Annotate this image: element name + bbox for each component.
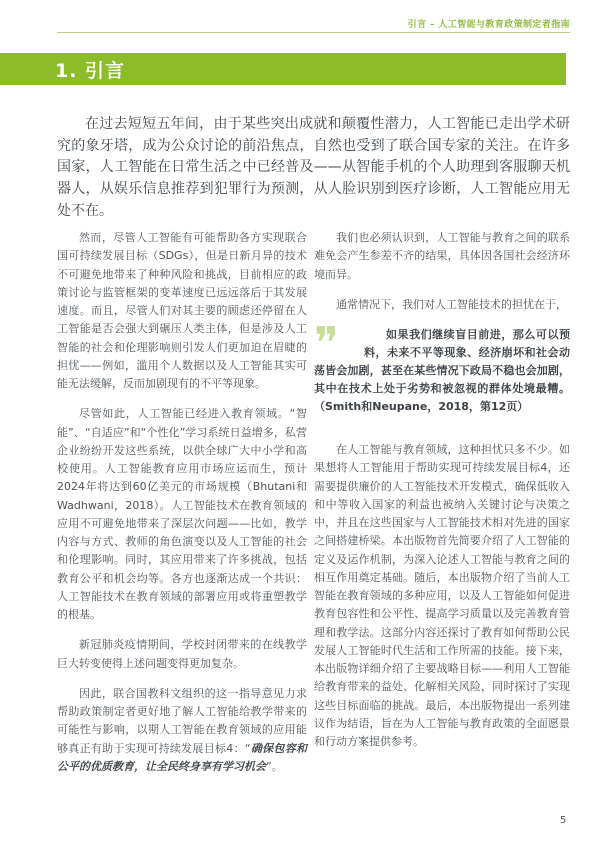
paragraph-text: 因此，联合国教科文组织的这一指导意见力求帮助政策制定者更好地了解人工智能给教学带来的可能性与影响，以期人工智能在教育领域的应用能够真正有助于实现可持续发展目标4：“	[57, 686, 307, 755]
body-paragraph: 然而，尽管人工智能有可能帮助各方实现联合国可持续发展目标（SDGs），但是日新月异的技术不可避免地带来了种种风险和挑战，目前相应的政策讨论与监管框架的变革速度已远远落后于其发展速度。而且，尽管人们对其主要的顾虑还停留在人工智能是否会强大到碾压人类主体，但是涉及人工智能的社会和伦理影响则引发人们更加迫在眉睫的担忧——例如，滥用个人数据以及人工智能其实可能无法缓解，反而加剧现有的不平等现象。	[57, 231, 307, 390]
body-paragraph: 尽管如此，人工智能已经进入教育领域。“智能”、“自适应”和“个性化”学习系统日益增多，私营企业纷纷开发这些系统，以供全球广大中小学和高校使用。人工智能教育应用市场应运而生，预计2024年将达到60亿美元的市场规模（Bhutani和Wadhwani，2018）。人工智能技术在教育领域的应用不可避免地带来了深层次问题——比如，教学内容与方式、教师的角色演变以及人工智能的社会和伦理影响。同时，其应用带来了许多挑战，包括教育公平和机会均等。各方也逐渐达成一个共识：人工智能技术在教育领域的部署应用或将重塑教学的根基。	[57, 407, 307, 621]
pull-quote-text: 如果我们继续盲目前进，那么可以预料，未来不平等现象、经济崩坏和社会动荡皆会加剧，甚至在某些情况下政局不稳也会加剧，其中在技术上处于劣势和被忽视的群体处境最糟。（Smith和Neupane，2018，第12页）	[314, 328, 570, 414]
body-paragraph: 通常情况下，我们对人工智能技术的担忧在于，	[336, 297, 567, 311]
page-number: 5	[560, 815, 567, 826]
body-paragraph: 在人工智能与教育领域，这种担忧只多不少。如果想将人工智能用于帮助实现可持续发展目标4，还需要提供廉价的人工智能技术开发模式，确保低收入和中等收入国家的利益也被纳入关键讨论与决策之中，并且在这些国家与人工智能技术相对先进的国家之间搭建桥梁。本出版物首先简要介绍了人工智能的定义及运作机制，为深入论述人工智能与教育之间的相互作用奠定基础。随后，本出版物介绍了当前人工智能在教育领域的多种应用，以及人工智能如何促进教育包容性和公平性、提高学习质量以及完善教育管理和教学法。这部分内容还探讨了教育如何帮助公民发展人工智能时代生活和工作所需的技能。接下来，本出版物详细介绍了主要战略目标——利用人工智能给教育带来的益处、化解相关风险，同时探讨了实现这些目标面临的挑战。最后，本出版物提出一系列建议作为结语，旨在为人工智能与教育政策的全面愿景和行动方案提供参考。	[314, 443, 570, 749]
running-header: 引言 – 人工智能与教育政策制定者指南	[407, 20, 570, 30]
pull-quote-block	[314, 326, 570, 428]
section-title-banner	[0, 53, 566, 85]
paragraph-text: ”。	[266, 759, 283, 773]
intro-paragraph-block	[57, 114, 570, 222]
two-column-body	[57, 229, 570, 788]
right-column	[314, 229, 570, 788]
body-paragraph: 我们也必须认识到，人工智能与教育之间的联系难免会产生参差不齐的结果，具体因各国社会经济环境而异。	[314, 231, 570, 281]
body-paragraph-with-sdg-quote	[57, 685, 307, 776]
body-paragraph: 新冠肺炎疫情期间，学校封闭带来的在线教学巨大转变使得上述问题变得更加复杂。	[57, 638, 307, 670]
intro-paragraph: 在过去短短五年间，由于某些突出成就和颠覆性潜力，人工智能已走出学术研究的象牙塔，成为公众讨论的前沿焦点，自然也受到了联合国专家的关注。在许多国家，人工智能在日常生活之中已经普及——从智能手机的个人助理到客服聊天机器人，从娱乐信息推荐到犯罪行为预测，从人脸识别到医疗诊断，人工智能应用无处不在。	[57, 116, 570, 219]
sdg4-quote-text: 确保包容和公平的优质教育，让全民终身享有学习机会	[57, 741, 307, 773]
section-title: 1. 引言	[55, 59, 126, 82]
double-quote-icon: ❞	[314, 326, 339, 360]
left-column	[57, 229, 307, 788]
header-rule	[57, 32, 570, 33]
